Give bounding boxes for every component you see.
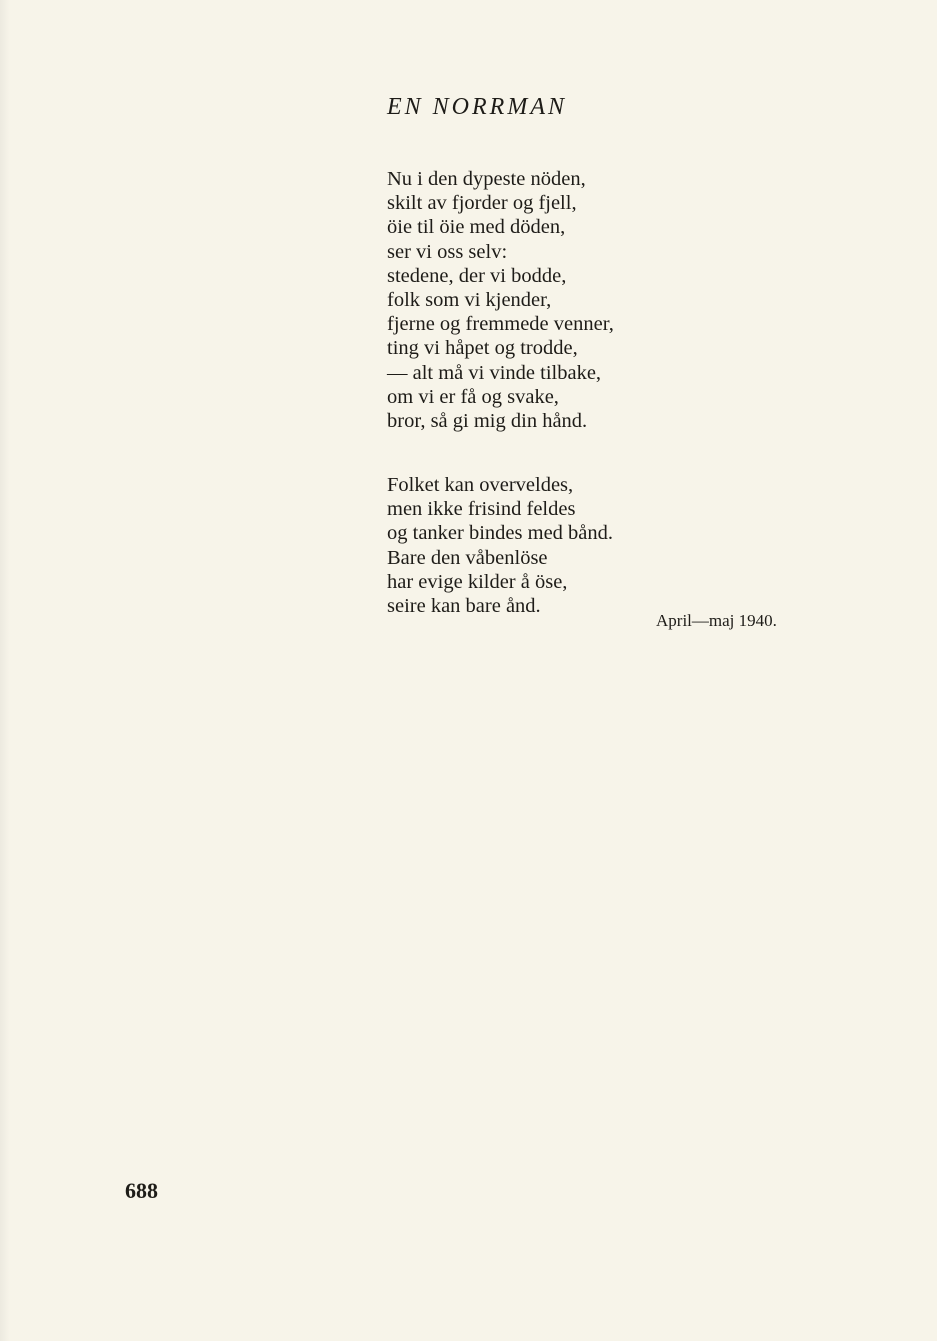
poem-line: om vi er få og svake,	[387, 385, 559, 408]
poem-line: har evige kilder å öse,	[387, 570, 568, 593]
poem-line: seire kan bare ånd.	[387, 595, 541, 618]
poem-line: — alt må vi vinde tilbake,	[387, 361, 602, 384]
poem-line: bror, så gi mig din hånd.	[387, 410, 588, 433]
poem-stanza-2	[387, 473, 613, 618]
poem-date: April—maj 1940.	[656, 611, 777, 630]
poem-line: men ikke frisind feldes	[387, 498, 576, 521]
poem-line: fjerne og fremmede venner,	[387, 313, 614, 336]
page-number: 688	[125, 1178, 158, 1203]
poem-line: stedene, der vi bodde,	[387, 264, 567, 287]
poem-line: öie til öie med döden,	[387, 216, 566, 239]
poem-line: ser vi oss selv:	[387, 240, 508, 263]
poem-line: Bare den våbenlöse	[387, 546, 548, 569]
poem-line: Folket kan overveldes,	[387, 474, 574, 496]
poem-stanza-1	[387, 167, 614, 433]
poem-line: skilt av fjorder og fjell,	[387, 192, 577, 215]
poem-line: folk som vi kjender,	[387, 289, 552, 312]
poem-title: EN NORRMAN	[387, 94, 567, 120]
poem-line: og tanker bindes med bånd.	[387, 522, 614, 545]
poem-line: Nu i den dypeste nöden,	[387, 168, 586, 190]
poem-line: ting vi håpet og trodde,	[387, 337, 578, 360]
